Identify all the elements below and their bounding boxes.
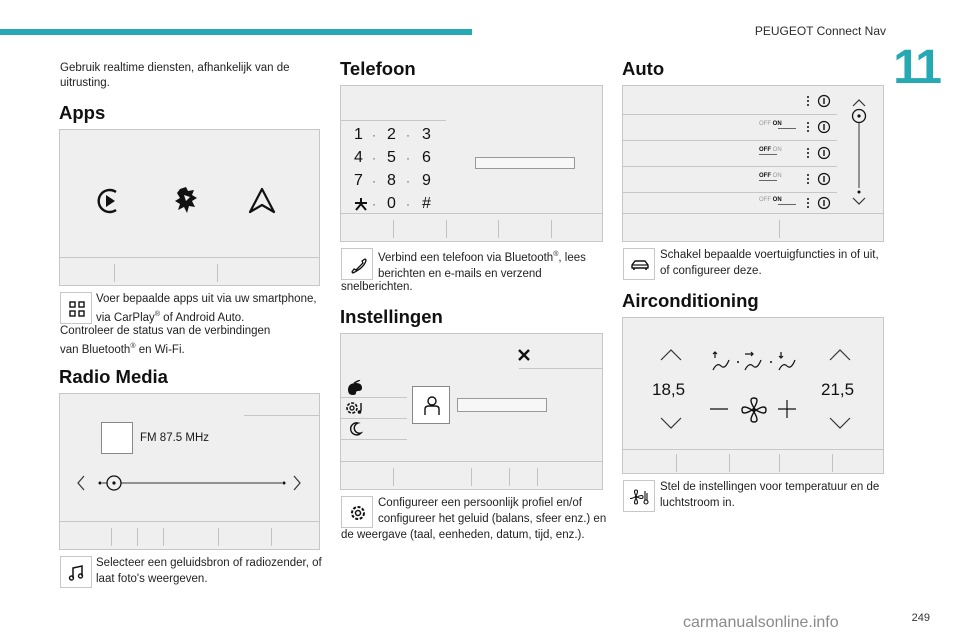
toggle-off-on[interactable]: OFF ON: [759, 121, 796, 129]
palette-icon[interactable]: [346, 380, 364, 396]
key-0[interactable]: 0: [387, 195, 396, 212]
fan-increase-icon[interactable]: [777, 399, 797, 419]
right-temp-down-icon[interactable]: [828, 416, 852, 430]
intro-text: [60, 61, 320, 91]
header-accent-bar: [0, 29, 472, 35]
info-icon[interactable]: [817, 120, 831, 134]
key-4[interactable]: 4: [354, 149, 363, 166]
phone-icon-box: [341, 248, 373, 280]
dialpad-top-line: [341, 120, 446, 121]
intro-line-1: Gebruik realtime diensten, afhankelijk van de: [60, 62, 290, 74]
instellingen-heading: Instellingen: [340, 306, 443, 327]
apps-heading: Apps: [59, 102, 106, 123]
phone-number-field[interactable]: [475, 157, 575, 169]
radio-header-line: [244, 415, 320, 416]
more-options-icon[interactable]: [806, 147, 810, 159]
airco-description: Stel de instellingen voor temperatuur en de luchtstroom in.: [660, 481, 880, 509]
profile-name-field[interactable]: [457, 398, 547, 412]
key-6[interactable]: 6: [422, 149, 431, 166]
radio-description: Selecteer een geluidsbron of radiozender, of laat foto's weergeven.: [96, 557, 322, 585]
telefoon-description-2: snelberichten.: [341, 281, 413, 293]
key-star-icon[interactable]: [353, 196, 369, 212]
apps-tab-bar: [60, 257, 319, 285]
watermark: carmanualsonline.info: [683, 614, 839, 631]
instellingen-description-2: de weergave (taal, eenheden, datum, tijd, enz.).: [341, 529, 585, 541]
settings-gear-icon-box: [341, 496, 373, 528]
toggle-off-on[interactable]: OFF ON: [759, 197, 796, 205]
key-7[interactable]: 7: [354, 172, 363, 189]
night-mode-icon[interactable]: [347, 421, 363, 437]
radio-tab-bar: [60, 521, 319, 549]
key-2[interactable]: 2: [387, 126, 396, 143]
toggle-off-on[interactable]: OFF ON: [759, 147, 782, 153]
car-icon-box: [623, 248, 655, 280]
instellingen-tab-bar: [341, 461, 602, 489]
airco-tab-bar: [623, 449, 883, 473]
close-icon[interactable]: [518, 349, 530, 361]
info-icon[interactable]: [817, 196, 831, 210]
right-temperature: 21,5: [821, 380, 855, 399]
music-note-icon: [67, 563, 87, 583]
phone-handset-icon: [348, 255, 368, 275]
gear-icon: [348, 503, 368, 523]
key-9[interactable]: 9: [422, 172, 431, 189]
toggle-off-on[interactable]: OFF ON: [759, 173, 782, 179]
right-temp-up-icon[interactable]: [828, 348, 852, 362]
instellingen-description: Configureer een persoonlijk profiel en/of configureer het geluid (balans, sfeer enz.) en: [378, 497, 607, 525]
key-hash[interactable]: #: [422, 195, 431, 212]
fan-decrease-icon[interactable]: [709, 402, 729, 416]
climate-fan-icon: [630, 487, 650, 507]
more-options-icon[interactable]: [806, 121, 810, 133]
key-5[interactable]: 5: [387, 149, 396, 166]
fan-icon: [740, 396, 768, 424]
music-note-icon-box: [60, 556, 92, 588]
auto-tab-bar: [623, 213, 883, 241]
instellingen-screen: [340, 333, 603, 490]
radio-tuner-slider[interactable]: [72, 472, 312, 494]
apps-description: Voer bepaalde apps uit via uw smartphone, via CarPlay® of Android Auto.: [96, 293, 317, 324]
header-title: PEUGEOT Connect Nav: [754, 24, 886, 38]
radio-station-label: FM 87.5 MHz: [140, 432, 210, 444]
key-8[interactable]: 8: [387, 172, 396, 189]
key-1[interactable]: 1: [354, 126, 363, 143]
apps-description-2: Controleer de status van de verbindingen van Bluetooth® en Wi-Fi.: [60, 325, 271, 356]
profile-icon: [422, 395, 442, 417]
telefoon-screen: 1 · 2 · 3 4 · 5 · 6 7 · 8 · 9 · 0 · #: [340, 85, 603, 242]
left-temp-up-icon[interactable]: [659, 348, 683, 362]
apps-grid-icon-box: [60, 292, 92, 324]
info-icon[interactable]: [817, 94, 831, 108]
apps-screen: [59, 129, 320, 286]
telefoon-description: Verbind een telefoon via Bluetooth®, lees berichten en e-mails en verzend: [378, 251, 586, 280]
sound-settings-icon[interactable]: [344, 399, 366, 417]
peugeot-lion-icon: [172, 185, 202, 217]
key-3[interactable]: 3: [422, 126, 431, 143]
page-number: 249: [911, 612, 930, 624]
carplay-icon: [96, 187, 122, 215]
auto-description: Schakel bepaalde voertuigfuncties in of uit, of configureer deze.: [660, 249, 879, 277]
info-icon[interactable]: [817, 146, 831, 160]
telefoon-heading: Telefoon: [340, 58, 416, 79]
apps-grid-icon: [67, 299, 87, 319]
airflow-mode-icons[interactable]: [711, 348, 801, 374]
car-icon: [630, 255, 650, 275]
profile-button[interactable]: [412, 386, 450, 424]
scroll-slider[interactable]: [849, 96, 869, 208]
more-options-icon[interactable]: [806, 197, 810, 209]
auto-screen: [622, 85, 884, 242]
auto-heading: Auto: [622, 58, 665, 79]
android-auto-icon: [247, 187, 277, 215]
chapter-number: 11: [893, 41, 940, 94]
radio-heading: Radio Media: [59, 366, 168, 387]
left-temp-down-icon[interactable]: [659, 416, 683, 430]
info-icon[interactable]: [817, 172, 831, 186]
more-options-icon[interactable]: [806, 173, 810, 185]
telefoon-tab-bar: [341, 213, 602, 241]
climate-icon-box: [623, 480, 655, 512]
intro-line-2: uitrusting.: [60, 77, 110, 89]
airco-heading: Airconditioning: [622, 290, 759, 311]
radio-artwork-box: [101, 422, 133, 454]
left-temperature: 18,5: [652, 380, 686, 399]
more-options-icon[interactable]: [806, 95, 810, 107]
radio-screen: [59, 393, 320, 550]
airco-screen: [622, 317, 884, 474]
